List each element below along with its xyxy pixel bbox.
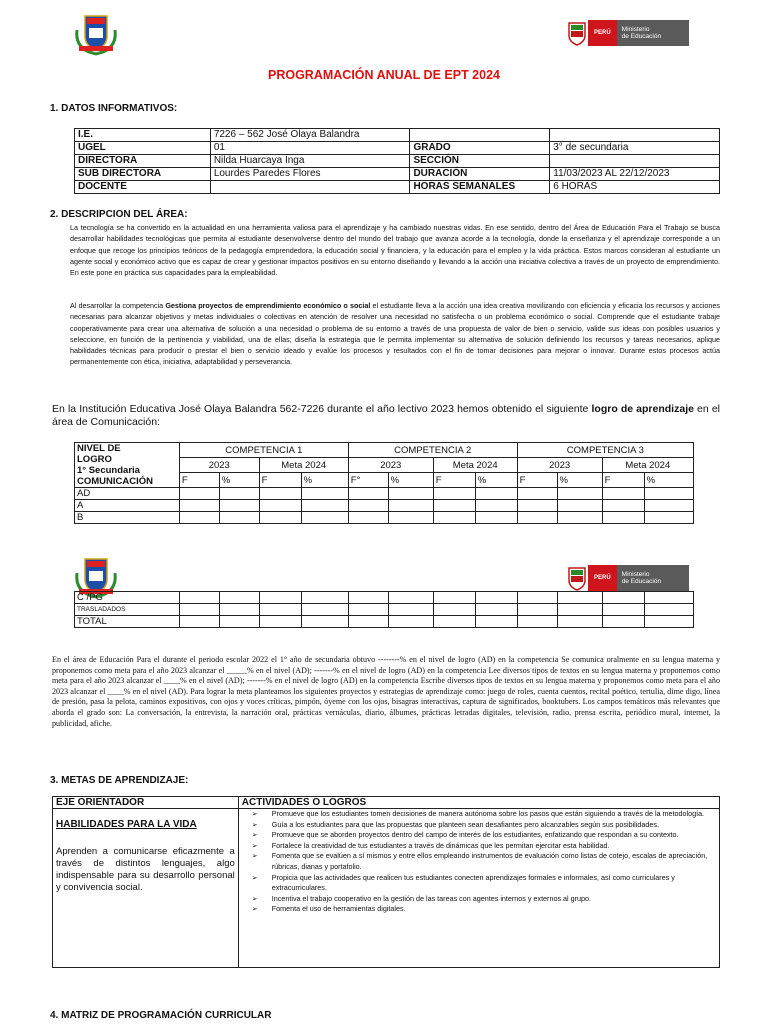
corner-line: LOGRO xyxy=(77,454,112,465)
section3-heading: 3. METAS DE APRENDIZAJE: xyxy=(50,775,189,786)
empty-cell xyxy=(557,488,602,500)
empty-cell xyxy=(433,512,475,524)
competencia-header: COMPETENCIA 2 xyxy=(348,443,517,458)
activities-list xyxy=(242,809,716,915)
empty-cell xyxy=(388,604,433,616)
empty-cell xyxy=(557,500,602,512)
row-label: TOTAL xyxy=(75,616,180,628)
empty-cell xyxy=(301,604,348,616)
empty-cell xyxy=(179,604,219,616)
list-item xyxy=(242,873,716,894)
info-cell: 7226 – 562 José Olaya Balandra xyxy=(210,129,410,142)
empty-cell xyxy=(557,604,602,616)
activity-text: Fomenta que se evalúen a sí mismos y entre ellos empleando instrumentos de evaluación como listas de cotejo, escalas de apreciación, rúbricas, dianas y portafolio. xyxy=(271,851,708,871)
empty-cell xyxy=(602,616,644,628)
info-row xyxy=(75,181,720,194)
info-cell: UGEL xyxy=(75,142,211,155)
activity-text: Promueve que se aborden proyectos dentro del campo de interés de los estudiantes, enfatizando que respondan a su contexto. xyxy=(271,830,679,840)
sub-header: % xyxy=(388,473,433,488)
sub-header: % xyxy=(219,473,259,488)
empty-cell xyxy=(219,592,259,604)
sub-header: % xyxy=(301,473,348,488)
empty-cell xyxy=(644,604,693,616)
info-row xyxy=(75,155,720,168)
activity-text: Incentiva el trabajo cooperativo en la gestión de las tareas con agentes internos y externos al grupo. xyxy=(271,893,592,903)
eje-title: HABILIDADES PARA LA VIDA xyxy=(56,819,197,830)
peru-label: PERÚ xyxy=(588,20,617,46)
list-item xyxy=(242,830,716,841)
corner-line: NIVEL DE xyxy=(77,443,121,454)
arrow-bullet-icon: ➢ xyxy=(251,840,258,850)
year-header: Meta 2024 xyxy=(259,458,348,473)
row-label: C /PG xyxy=(75,592,180,604)
info-cell: 6 HORAS xyxy=(550,181,720,194)
empty-cell xyxy=(348,488,388,500)
empty-cell xyxy=(475,616,517,628)
empty-cell xyxy=(644,616,693,628)
info-cell: DURACIÓN xyxy=(410,168,550,181)
empty-cell xyxy=(179,512,219,524)
info-cell xyxy=(550,129,720,142)
year-header: 2023 xyxy=(348,458,433,473)
empty-cell xyxy=(348,616,388,628)
empty-cell xyxy=(301,500,348,512)
empty-cell xyxy=(179,500,219,512)
empty-cell xyxy=(301,592,348,604)
row-label: A xyxy=(75,500,180,512)
table-row xyxy=(75,592,694,604)
empty-cell xyxy=(433,488,475,500)
empty-cell xyxy=(219,512,259,524)
list-item xyxy=(242,894,716,905)
info-cell: DOCENTE xyxy=(75,181,211,194)
empty-cell xyxy=(179,592,219,604)
empty-cell xyxy=(348,604,388,616)
activity-text: Promueve que los estudiantes tomen decisiones de manera autónoma sobre los pasos que están siguiendo a través de la metodología. xyxy=(271,809,705,818)
empty-cell xyxy=(259,488,301,500)
empty-cell xyxy=(301,616,348,628)
cpg-table xyxy=(74,591,694,628)
list-item xyxy=(242,841,716,852)
sub-header: F xyxy=(517,473,557,488)
empty-cell xyxy=(219,604,259,616)
ministry-label: Ministerio de Educación xyxy=(617,565,689,591)
empty-cell xyxy=(644,488,693,500)
logro-intro: En la Institución Educativa José Olaya Balandra 562-7226 durante el año lectivo 2023 hemos obtenido el siguiente logro de aprendizaje en el área de Comunicación: xyxy=(52,403,720,428)
arrow-bullet-icon: ➢ xyxy=(251,893,258,903)
section4-heading: 4. MATRIZ DE PROGRAMACIÓN CURRICULAR xyxy=(50,1010,272,1021)
peru-shield-icon xyxy=(566,20,588,46)
empty-cell xyxy=(475,512,517,524)
info-cell xyxy=(550,155,720,168)
info-cell: Lourdes Paredes Flores xyxy=(210,168,410,181)
arrow-bullet-icon: ➢ xyxy=(251,851,258,861)
activity-text: Propicia que las actividades que realicen tus estudiantes conecten aprendizajes formales e informales, así como curriculares y extracurriculares. xyxy=(271,872,675,893)
ministry-label: Ministerio de Educación xyxy=(617,20,689,46)
metas-table xyxy=(52,796,720,968)
empty-cell xyxy=(517,592,557,604)
metas-col-actividades: ACTIVIDADES O LOGROS xyxy=(238,797,719,809)
empty-cell xyxy=(259,512,301,524)
empty-cell xyxy=(475,592,517,604)
list-item xyxy=(242,820,716,831)
sub-header: F xyxy=(602,473,644,488)
list-item xyxy=(242,851,716,872)
empty-cell xyxy=(644,592,693,604)
empty-cell xyxy=(602,604,644,616)
row-label: AD xyxy=(75,488,180,500)
row-label: TRASLADADOS xyxy=(75,604,180,616)
empty-cell xyxy=(602,512,644,524)
area-description-p2: Al desarrollar la competencia Gestiona proyectos de emprendimiento económico o social el estudiante lleva a la acción una idea creativa movilizando con eficiencia y eficacia los recursos y acciones necesarias para alcanzar objetivos y metas individuales o colectivas en atención de resolver una necesidad no satisfecha o un problema económico o social. Comprende que el estudiante trabaje cooperativamente para crear una alternativa de solución a una necesidad o problema de su entorno a través de una propuesta de valor de bien o servicio, valide sus ideas con posibles usuarios y seleccione, en función de la pertinencia y viabilidad, una de ellas; diseña la estrategia que le permita implementar su alternativa de solución definiendo los recursos y tareas necesarios, aplique habilidades técnicas para producir o prestar el bien o servicio ideado y evalúe los procesos y resultados con el fin de tomar decisiones para mejorar o innovar. Durante estos procesos actúa permanentemente con ética, iniciativa, adaptabilidad y perseverancia. xyxy=(70,301,720,367)
empty-cell xyxy=(301,488,348,500)
empty-cell xyxy=(433,500,475,512)
peru-label: PERÚ xyxy=(588,565,617,591)
empty-cell xyxy=(259,616,301,628)
empty-cell xyxy=(259,500,301,512)
sub-header: F xyxy=(433,473,475,488)
logro-corner-header xyxy=(75,443,180,488)
year-header: 2023 xyxy=(517,458,602,473)
competencia-header: COMPETENCIA 1 xyxy=(179,443,348,458)
school-crest-logo xyxy=(73,10,119,61)
table-row xyxy=(75,500,694,512)
list-item xyxy=(242,809,716,820)
empty-cell xyxy=(301,512,348,524)
table-row xyxy=(75,616,694,628)
empty-cell xyxy=(517,604,557,616)
empty-cell xyxy=(433,604,475,616)
empty-cell xyxy=(259,604,301,616)
empty-cell xyxy=(644,512,693,524)
empty-cell xyxy=(388,488,433,500)
empty-cell xyxy=(388,500,433,512)
info-cell: Nilda Huarcaya Inga xyxy=(210,155,410,168)
activity-text: Guía a los estudiantes para que las propuestas que planteen sean desafiantes pero alcanzables según sus posibilidades. xyxy=(271,819,659,829)
empty-cell xyxy=(602,488,644,500)
page-title: PROGRAMACIÓN ANUAL DE EPT 2024 xyxy=(268,68,500,82)
year-header: Meta 2024 xyxy=(433,458,517,473)
arrow-bullet-icon: ➢ xyxy=(251,830,258,840)
info-cell: I.E. xyxy=(75,129,211,142)
area-description-p1: La tecnología se ha convertido en la actualidad en una herramienta valiosa para el aprendizaje y ha cambiado nuestras vidas. En ese sentido, dentro del Área de Educación Para el Trabajo se busca desarrollar habilidades tecnológicas que permita al estudiante desenvolverse dentro del mundo del trabajo que avanza acorde a la tecnología, donde la enseñanza y el aprendizaje corresponde a un enfoque que recoge los principios teóricos de la pedagogía emprendedora, la educación social y financiera, y la educación para el empleo y la vida práctica. Estos marcos consideran al estudiante un agente social y económico activo que es capaz de crear y gestionar impactos positivos en su entorno diseñando y llevando a la acción una iniciativa colectiva a través de un proyecto de emprendimiento. En este pone en práctica sus capacidades para la empleabilidad. xyxy=(70,223,720,278)
empty-cell xyxy=(179,488,219,500)
info-cell: SUB DIRECTORA xyxy=(75,168,211,181)
empty-cell xyxy=(475,500,517,512)
info-cell: GRADO xyxy=(410,142,550,155)
row-label: B xyxy=(75,512,180,524)
empty-cell xyxy=(557,592,602,604)
empty-cell xyxy=(602,592,644,604)
competencia-header: COMPETENCIA 3 xyxy=(517,443,693,458)
sub-header: % xyxy=(557,473,602,488)
arrow-bullet-icon: ➢ xyxy=(251,904,258,914)
empty-cell xyxy=(179,616,219,628)
section2-heading: 2. DESCRIPCION DEL ÁREA: xyxy=(50,209,188,220)
table-row xyxy=(75,488,694,500)
info-cell: 3° de secundaria xyxy=(550,142,720,155)
empty-cell xyxy=(517,488,557,500)
empty-cell xyxy=(348,512,388,524)
empty-cell xyxy=(475,488,517,500)
info-row xyxy=(75,129,720,142)
empty-cell xyxy=(475,604,517,616)
sub-header: F xyxy=(179,473,219,488)
empty-cell xyxy=(644,500,693,512)
info-cell xyxy=(210,181,410,194)
table-row xyxy=(75,604,694,616)
empty-cell xyxy=(259,592,301,604)
empty-cell xyxy=(517,512,557,524)
empty-cell xyxy=(348,500,388,512)
ministry-logo xyxy=(566,20,689,46)
year-header: 2023 xyxy=(179,458,259,473)
peru-shield-icon xyxy=(566,565,588,591)
empty-cell xyxy=(388,512,433,524)
info-cell: 01 xyxy=(210,142,410,155)
empty-cell xyxy=(388,616,433,628)
info-cell: DIRECTORA xyxy=(75,155,211,168)
empty-cell xyxy=(219,616,259,628)
sub-header: F xyxy=(259,473,301,488)
empty-cell xyxy=(517,616,557,628)
activity-text: Fomenta el uso de herramientas digitales. xyxy=(271,904,406,914)
arrow-bullet-icon: ➢ xyxy=(251,809,258,818)
arrow-bullet-icon: ➢ xyxy=(251,872,258,882)
list-item xyxy=(242,904,716,915)
empty-cell xyxy=(557,512,602,524)
sub-header: F° xyxy=(348,473,388,488)
empty-cell xyxy=(219,488,259,500)
empty-cell xyxy=(433,616,475,628)
corner-line: COMUNICACIÓN xyxy=(77,476,153,487)
empty-cell xyxy=(517,500,557,512)
empty-cell xyxy=(433,592,475,604)
empty-cell xyxy=(388,592,433,604)
info-cell: 11/03/2023 AL 22/12/2023 xyxy=(550,168,720,181)
corner-line: 1° Secundaria xyxy=(77,465,140,476)
year-header: Meta 2024 xyxy=(602,458,693,473)
ministry-logo-2 xyxy=(566,565,689,591)
info-row xyxy=(75,142,720,155)
eje-text: Aprenden a comunicarse eficazmente a través de distintos lenguajes, algo indispensable para su desarrollo personal y convivencia social. xyxy=(56,846,235,893)
activity-text: Fortalece la creatividad de tus estudiantes a través de dinámicas que les permitan ejercitar esta habilidad. xyxy=(271,840,610,850)
info-cell xyxy=(410,129,550,142)
sub-header: % xyxy=(644,473,693,488)
empty-cell xyxy=(557,616,602,628)
empty-cell xyxy=(348,592,388,604)
arrow-bullet-icon: ➢ xyxy=(251,819,258,829)
info-cell: HORAS SEMANALES xyxy=(410,181,550,194)
metas-col-eje: EJE ORIENTADOR xyxy=(53,797,239,809)
empty-cell xyxy=(219,500,259,512)
table-row xyxy=(75,512,694,524)
section1-heading: 1. DATOS INFORMATIVOS: xyxy=(50,103,178,114)
datos-informativos-table xyxy=(74,128,720,194)
empty-cell xyxy=(602,500,644,512)
info-cell: SECCIÓN xyxy=(410,155,550,168)
logro-table xyxy=(74,442,694,524)
info-row xyxy=(75,168,720,181)
summary-paragraph: En el área de Educación Para el durante el periodo escolar 2022 el 1° año de secundaria obtuvo --------% en el nivel de logro (AD) en la competencia Se comunica oralmente en su lengua materna y proponemos como meta para el año 2023 alcanzar el _____% en el nivel (AD); -------% en el nivel de logro (AD) en la competencia Lee diversos tipos de textos en su lengua materna y proponemos como meta para el año 2023 alcanzar el ____% en el nivel (AD); -------% en el nivel de logro (AD) en la competencia Escribe diversos tipos de textos en su lengua materna y proponemos como meta para el año 2023 alcanzar el ____% en el nivel (AD). Para lograr la meta planteamos los siguientes proyectos y estrategias de aprendizaje como: juego de roles, cuenta cuentos, recital poético, tertulia, dime digo, línea de presión, pasa la pelota, caminos expositivos, con ojos y voces críticas, pimpón, óyeme con los ojos, bisagras interactivas, captura de significados, booktubers. Los campos temáticos más relevantes que aborda el grado son: La conversación, la entrevista, la narración oral, prácticas vernáculas, diario, álbumes, prácticas letradas digitales, televisión, radio, prensa escrita, periódico mural, internet, la publicidad, afiche. xyxy=(52,655,720,728)
sub-header: % xyxy=(475,473,517,488)
